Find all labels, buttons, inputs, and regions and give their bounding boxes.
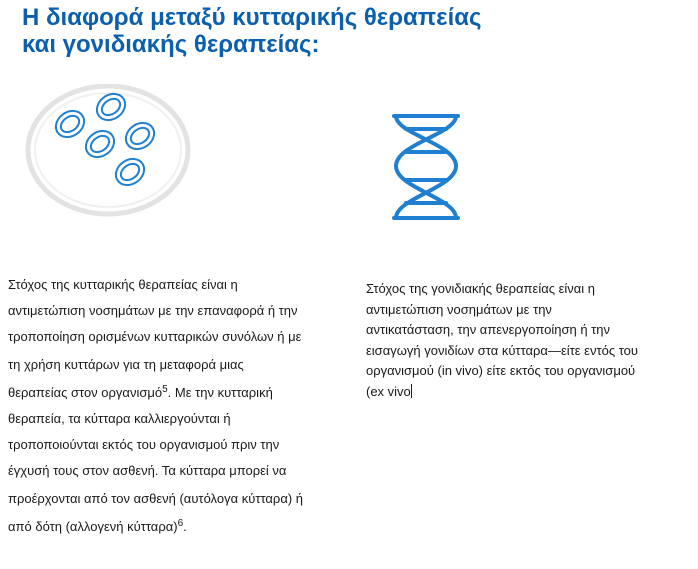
title-line-1: Η διαφορά μεταξύ κυτταρικής θεραπείας	[22, 4, 482, 31]
left-line: έγχυσή τους στον ασθενή. Τα κύτταρα μπορεί να	[8, 463, 287, 478]
right-line: Στόχος της γονιδιακής θεραπείας είναι η	[366, 281, 596, 296]
right-line: εισαγωγή γονιδίων στα κύτταρα—είτε εντός του	[366, 342, 638, 358]
petri-dish-cells-icon	[24, 84, 194, 220]
right-line: οργανισμού (in vivo) είτε εκτός του οργανισμού	[366, 363, 636, 378]
gene-therapy-paragraph[interactable]	[366, 279, 694, 429]
left-line: τροποποιούνται εκτός του οργανισμού πριν την	[8, 437, 280, 452]
right-line: αντιμετώπιση νοσημάτων με την	[366, 301, 552, 317]
left-line-with-ref	[8, 514, 350, 540]
right-line-last	[366, 382, 694, 403]
title-line-2: και γονιδιακής θεραπείας:	[22, 31, 320, 58]
dna-helix-icon	[388, 112, 468, 222]
left-line: αντιμετώπιση νοσημάτων με την επαναφορά ή την	[8, 303, 298, 318]
right-line-text: (ex vivo	[366, 383, 411, 399]
left-line: τη χρήση κυττάρων για τη μεταφορά μιας	[8, 357, 244, 372]
left-line-text: από δότη (αλλογενή κύτταρα)	[8, 519, 178, 534]
left-line-text: θεραπείας στον οργανισμό	[8, 385, 163, 400]
cell-therapy-paragraph	[8, 272, 350, 542]
left-line-text: .	[183, 519, 187, 534]
left-line: θεραπεία, τα κύτταρα καλλιεργούνται ή	[8, 411, 231, 426]
page-title	[22, 4, 481, 58]
left-line-text: . Με την κυτταρική	[167, 385, 273, 400]
left-line: Στόχος της κυτταρικής θεραπείας είναι η	[8, 277, 238, 292]
reference-6: 6	[177, 518, 184, 529]
left-line: τροποποίηση ορισμένων κυτταρικών συνόλων ή με	[8, 329, 302, 344]
text-cursor	[411, 384, 412, 398]
reference-5: 5	[162, 384, 168, 395]
left-line: προέρχονται από τον ασθενή (αυτόλογα κύτταρα) ή	[8, 491, 304, 506]
left-line-with-ref	[8, 380, 350, 406]
right-line: αντικατάσταση, την απενεργοποίηση ή την	[366, 322, 611, 337]
